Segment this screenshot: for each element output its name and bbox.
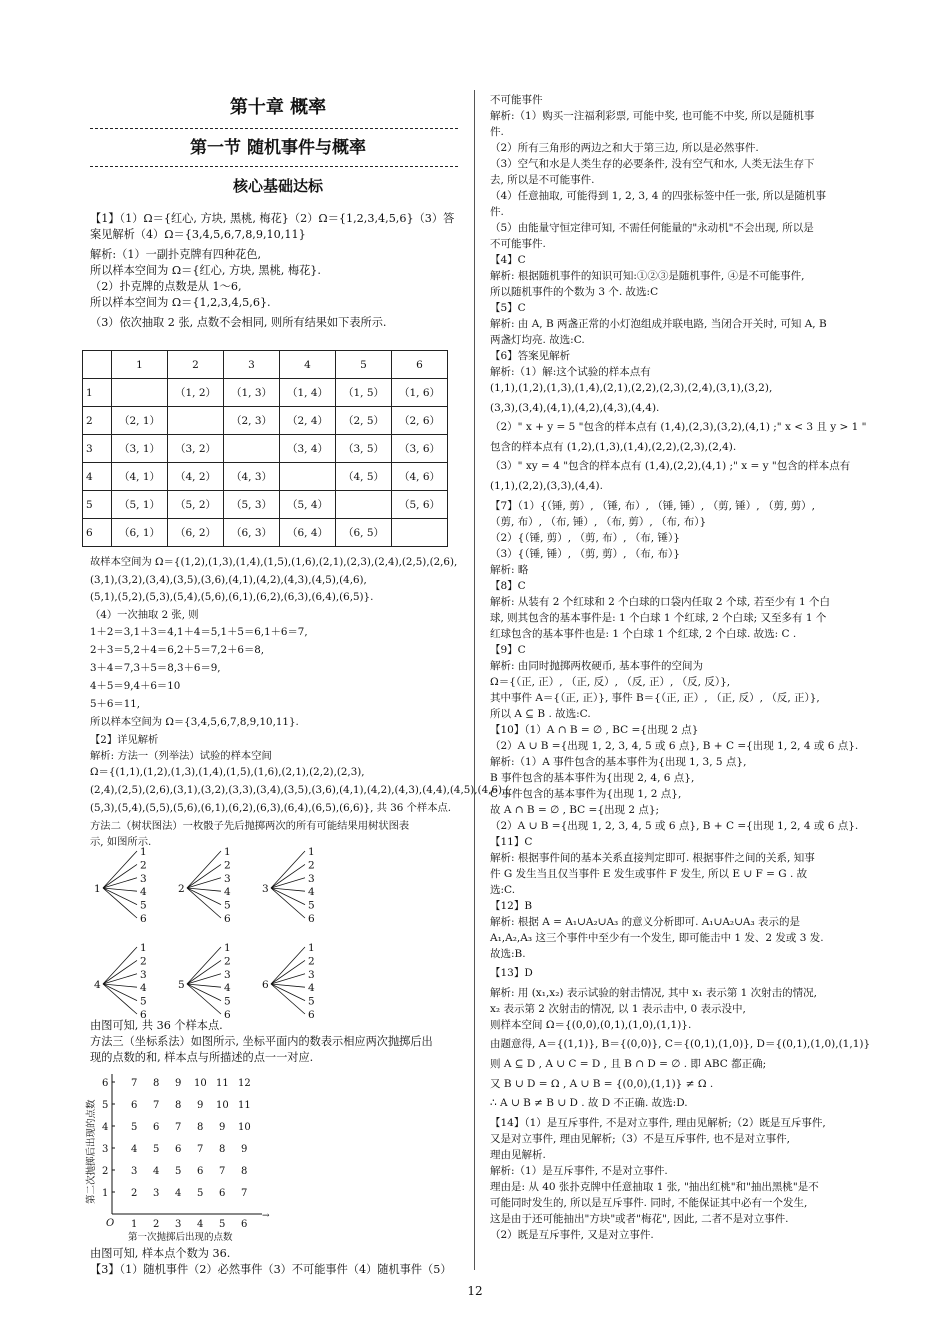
text-line: 又是对立事件, 理由见解析;（3）不是互斥事件, 也不是对立事件, (490, 1132, 790, 1145)
text-line: 【9】C (490, 643, 526, 656)
text-line: 则 A ⊆ D , A ∪ C = D , 且 B ∩ D = ∅ . 即 ABC 都正确; (490, 1057, 767, 1070)
grid-value: 8 (153, 1078, 160, 1089)
tree-leaf-label: 4 (224, 886, 231, 899)
text-line: (3,1),(3,2),(3,4),(3,5),(3,6),(4,1),(4,2),(4,3),(4,5),(4,6), (90, 574, 367, 586)
x-axis-arrow: → (262, 1211, 270, 1221)
text-line: 【3】（1）随机事件（2）必然事件（3）不可能事件（4）随机事件（5） (90, 1263, 452, 1276)
table-cell: （1, 3） (224, 379, 280, 407)
tree-branch (187, 851, 221, 888)
table-cell: 6 (83, 519, 112, 547)
grid-value: 7 (241, 1188, 248, 1199)
page-number: 12 (467, 1284, 483, 1298)
chapter-title: 第十章 概率 (229, 97, 327, 118)
text-line: 【11】C (490, 835, 533, 848)
origin-label: O (106, 1218, 115, 1229)
text-line: 解析: 用 (x₁,x₂) 表示试验的射击情况, 其中 x₁ 表示第 1 次射击的情况, (490, 986, 818, 999)
tree-svg (92, 844, 352, 1024)
grid-value: 5 (175, 1166, 182, 1177)
text-line: 所以样本空间为 Ω＝{1,2,3,4,5,6}. (90, 296, 271, 309)
text-line: （2）所有三角形的两边之和大于第三边, 所以是必然事件. (490, 142, 759, 154)
tree-branch (271, 947, 305, 984)
tree-branch (271, 888, 305, 918)
text-line: (1,1),(1,2),(1,3),(1,4),(2,1),(2,2),(2,3),(2,4),(3,1),(3,2), (490, 382, 773, 394)
tree-leaf-label: 1 (308, 942, 315, 954)
grid-value: 7 (153, 1100, 160, 1111)
text-line: 【10】（1）A ∩ B = ∅ , BC ={出现 2 点} (490, 723, 699, 736)
tree-diagram (92, 844, 352, 1024)
table-cell: 6 (392, 351, 448, 379)
tree-leaf-label: 6 (140, 1009, 147, 1021)
text-line: 5＋6＝11, (90, 698, 141, 710)
grid-value: 3 (131, 1166, 138, 1177)
text-line: （2）A ∪ B ={出现 1, 2, 3, 4, 5 或 6 点}, B + C ={出现 1, 2, 4 或 6 点}. (490, 819, 859, 832)
grid-value: 6 (175, 1144, 182, 1155)
tree-branch (187, 984, 221, 1014)
grid-value: 8 (197, 1122, 204, 1133)
text-line: 则样本空间 Ω＝{(0,0),(0,1),(1,0),(1,1)}. (490, 1018, 692, 1031)
text-line: 3＋4＝7,3＋5＝8,3＋6＝9, (90, 662, 221, 674)
table-row (83, 491, 448, 519)
text-line: 【13】D (490, 967, 533, 980)
text-line: 去, 所以是不可能事件. (490, 174, 595, 186)
grid-value: 6 (153, 1122, 160, 1133)
tree-branch (103, 888, 137, 918)
tree-leaf-label: 2 (224, 859, 231, 872)
text-line: 故选:B. (490, 947, 526, 960)
text-line: （3）{（锤, 锤）, （剪, 剪）, （布, 布）} (490, 547, 680, 560)
table-cell: 2 (168, 351, 224, 379)
tree-leaf-label: 4 (308, 982, 315, 995)
tree-leaf-label: 4 (224, 982, 231, 995)
tree-leaf-label: 5 (140, 899, 147, 912)
tree-branch (271, 851, 305, 888)
table-cell: （4, 6） (392, 463, 448, 491)
text-line: 解析:（1）一副扑克牌有四种花色, (90, 248, 262, 261)
table-cell: （3, 1） (112, 435, 168, 463)
tree-branch (103, 960, 137, 984)
text-line: （3）" xy = 4 "包含的样本点有 (1,4),(2,2),(4,1) ;" x = y "包含的样本点有 (490, 460, 851, 473)
text-line: 可能同时发生的, 所以是互斥事件. 同时, 不能保证其中必有一个发生, (490, 1196, 808, 1209)
table-cell: 4 (83, 463, 112, 491)
table-cell (168, 407, 224, 435)
grid-value: 12 (238, 1078, 251, 1089)
grid-value: 4 (175, 1188, 182, 1199)
x-axis-title: 第一次抛掷后出现的点数 (128, 1232, 233, 1243)
text-line: 【14】（1）是互斥事件, 不是对立事件, 理由见解析;（2）既是互斥事件, (490, 1116, 826, 1129)
tree-root-label: 4 (94, 979, 101, 991)
text-line: 故 A ∩ B = ∅ , BC ={出现 2 点}; (490, 803, 660, 816)
text-line: 解析: 从装有 2 个红球和 2 个白球的口袋内任取 2 个球, 若至少有 1 个白 (490, 595, 830, 608)
table-cell: （4, 3） (224, 463, 280, 491)
grid-value: 6 (219, 1188, 226, 1199)
grid-value: 7 (175, 1122, 182, 1133)
table-cell: （6, 3） (224, 519, 280, 547)
y-tick-label: 2 (102, 1166, 109, 1177)
table-cell: （5, 6） (392, 491, 448, 519)
tree-leaf-label: 1 (308, 846, 315, 858)
x-tick-label: 1 (131, 1219, 138, 1230)
text-line: Ω＝{(1,1),(1,2),(1,3),(1,4),(1,5),(1,6),(2,1),(2,2),(2,3), (90, 766, 365, 778)
tree-root-label: 6 (262, 979, 269, 991)
tree-leaf-label: 4 (140, 982, 147, 995)
table-cell: （3, 2） (168, 435, 224, 463)
table-row (83, 435, 448, 463)
text-line: 两盏灯均亮. 故选:C. (490, 334, 585, 346)
table-cell (83, 351, 112, 379)
text-line: ∴ A ∪ B ≠ B ∪ D . 故 D 不正确. 故选:D. (490, 1097, 688, 1110)
tree-branch (103, 947, 137, 984)
tree-leaf-label: 2 (308, 859, 315, 872)
text-line: 理由见解析. (490, 1148, 546, 1161)
table-cell (336, 491, 392, 519)
table-cell: 2 (83, 407, 112, 435)
tree-leaf-label: 2 (308, 955, 315, 968)
table-cell: 3 (83, 435, 112, 463)
table-cell: （5, 2） (168, 491, 224, 519)
grid-value: 3 (153, 1188, 160, 1199)
tree-branch (187, 947, 221, 984)
x-tick-label: 5 (219, 1219, 226, 1230)
grid-value: 10 (194, 1078, 207, 1089)
text-line: 由题意得, A＝{(1,1)}, B＝{(0,0)}, C＝{(0,1),(1,0)}, D＝{(0,1),(1,0),(1,1)} (490, 1038, 871, 1051)
tree-root-label: 3 (262, 883, 269, 895)
text-line: （3）依次抽取 2 张, 点数不会相同, 则所有结果如下表所示. (90, 316, 387, 329)
table-cell: （6, 4） (280, 519, 336, 547)
answer-block-4 (90, 1246, 466, 1278)
text-line: 2＋3＝5,2＋4＝6,2＋5＝7,2＋6＝8, (90, 644, 265, 656)
text-line: 包含的样本点有 (1,2),(1,3),(1,4),(2,2),(2,3),(2,4). (490, 440, 737, 453)
text-line: 这是由于还可能抽出"方块"或者"梅花", 因此, 二者不是对立事件. (490, 1212, 789, 1225)
table-cell: （3, 5） (336, 435, 392, 463)
text-line: （2）" x + y = 5 "包含的样本点有 (1,4),(2,3),(3,2),(4,1) ;" x < 3 且 y > 1 " (490, 421, 867, 434)
table-cell: （2, 3） (224, 407, 280, 435)
y-tick-label: 6 (102, 1078, 109, 1089)
y-tick-label: 5 (102, 1100, 109, 1111)
grid-value: 6 (131, 1100, 138, 1111)
table-cell: 5 (83, 491, 112, 519)
tree-leaf-label: 5 (224, 899, 231, 912)
text-line: 件. (490, 206, 504, 218)
grid-value: 6 (197, 1166, 204, 1177)
text-line: 又 B ∪ D = Ω , A ∪ B = {(0,0),(1,1)} ≠ Ω . (490, 1077, 714, 1090)
table-header-row (83, 351, 448, 379)
text-line: 解析:（1）解:这个试验的样本点有 (490, 366, 651, 378)
text-line: （4）一次抽取 2 张, 则 (90, 609, 199, 621)
table-row (83, 463, 448, 491)
tree-leaf-label: 1 (224, 846, 231, 858)
text-line: （2）扑克牌的点数是从 1～6, (90, 280, 242, 293)
text-line: Ω＝{（正, 正）, （正, 反）, （反, 正）, （反, 反）}, (490, 675, 731, 688)
text-line: （剪, 布）, （布, 锤）, （布, 剪）, （布, 布）} (490, 515, 707, 528)
table-cell: （2, 4） (280, 407, 336, 435)
grid-svg (84, 1066, 270, 1246)
tree-root-label: 2 (178, 883, 185, 895)
text-line: 选:C. (490, 883, 516, 896)
tree-leaf-label: 5 (224, 995, 231, 1008)
tree-leaf-label: 1 (140, 942, 147, 954)
text-line: 解析: 由同时抛掷两枚硬币, 基本事件的空间为 (490, 659, 704, 672)
table-cell: （2, 5） (336, 407, 392, 435)
text-line: （2）既是互斥事件, 又是对立事件. (490, 1228, 654, 1241)
text-line: 件 G 发生当且仅当事件 E 发生或事件 F 发生, 所以 E ∪ F = G . 故 (490, 867, 808, 880)
tree-leaf-label: 5 (308, 995, 315, 1008)
text-line: 【1】（1）Ω＝{红心, 方块, 黑桃, 梅花}（2）Ω＝{1,2,3,4,5,6}（3）答 (90, 212, 455, 225)
tree-leaf-label: 2 (224, 955, 231, 968)
grid-value: 9 (175, 1078, 182, 1089)
text-line: 方法三（坐标系法）如图所示, 坐标平面内的数表示相应两次抛掷后出 (90, 1035, 433, 1048)
grid-value: 8 (241, 1166, 248, 1177)
tree-leaf-label: 3 (140, 968, 147, 981)
grid-value: 4 (153, 1166, 160, 1177)
text-line: （2）A ∪ B ={出现 1, 2, 3, 4, 5 或 6 点}, B + C ={出现 1, 2, 4 或 6 点}. (490, 739, 859, 752)
text-line: 理由是: 从 40 张扑克牌中任意抽取 1 张, "抽出红桃"和"抽出黑桃"是不 (490, 1180, 819, 1193)
tree-leaf-label: 2 (140, 859, 147, 872)
tree-leaf-label: 1 (140, 846, 147, 858)
x-tick-label: 3 (175, 1219, 182, 1230)
text-line: 故样本空间为 Ω＝{(1,2),(1,3),(1,4),(1,5),(1,6),(2,1),(2,3),(2,4),(2,5),(2,6), (90, 556, 458, 568)
text-line: x₂ 表示第 2 次射击的情况, 以 1 表示击中, 0 表示没中, (490, 1002, 746, 1015)
text-line: 不可能事件 (490, 94, 543, 106)
tree-branch (271, 984, 305, 1014)
table-cell: （4, 1） (112, 463, 168, 491)
text-line: 所以样本空间为 Ω＝{红心, 方块, 黑桃, 梅花}. (90, 264, 321, 277)
text-line: 【5】C (490, 302, 526, 314)
table-cell: 4 (280, 351, 336, 379)
table-cell: （4, 5） (336, 463, 392, 491)
text-line: (3,3),(3,4),(4,1),(4,2),(4,3),(4,4). (490, 401, 660, 414)
text-line: 解析: 略 (490, 563, 529, 576)
y-tick-label: 4 (102, 1122, 109, 1133)
table-cell: （2, 1） (112, 407, 168, 435)
text-line: 现的点数的和, 样本点与所描述的点一一对应. (90, 1051, 314, 1064)
grid-value: 11 (216, 1078, 229, 1089)
text-line: 球, 则其包含的基本事件是: 1 个白球 1 个红球, 2 个白球; 又至多有 1 个 (490, 611, 827, 624)
tree-leaf-label: 6 (308, 1009, 315, 1021)
grid-value: 8 (219, 1144, 226, 1155)
column-divider (474, 90, 475, 1270)
table-cell: （1, 4） (280, 379, 336, 407)
text-line: 解析:（1）是互斥事件, 不是对立事件. (490, 1164, 668, 1177)
grid-value: 7 (131, 1078, 138, 1089)
coordinate-grid (84, 1066, 270, 1246)
text-line: 不可能事件. (490, 238, 546, 250)
text-line: 解析:（1）购买一注福利彩票, 可能中奖, 也可能不中奖, 所以是随机事 (490, 110, 815, 122)
grid-value: 5 (153, 1144, 160, 1155)
tree-leaf-label: 4 (308, 886, 315, 899)
text-line: 【4】C (490, 254, 526, 266)
tree-leaf-label: 6 (224, 1009, 231, 1021)
table-cell (112, 379, 168, 407)
text-line: (5,3),(5,4),(5,5),(5,6),(6,1),(6,2),(6,3),(6,4),(6,5),(6,6)}, 共 36 个样本点. (90, 802, 452, 814)
text-line: 【2】详见解析 (90, 734, 159, 746)
text-line: 由图可知, 样本点个数为 36. (90, 1247, 231, 1260)
text-line: (2,4),(2,5),(2,6),(3,1),(3,2),(3,3),(3,4),(3,5),(3,6),(4,1),(4,2),(4,3),(4,4),(4,5),(4,6),( (90, 784, 510, 796)
grid-value: 9 (241, 1144, 248, 1155)
y-axis-title: 第二次抛掷后出现的点数 (86, 1099, 97, 1204)
grid-value: 7 (219, 1166, 226, 1177)
grid-value: 10 (238, 1122, 251, 1133)
tree-leaf-label: 3 (224, 872, 231, 885)
text-line: (1,1),(2,2),(3,3),(4,4). (490, 479, 603, 492)
grid-value: 9 (197, 1100, 204, 1111)
y-tick-label: 3 (102, 1144, 109, 1155)
text-line: 红球包含的基本事件也是: 1 个白球 1 个红球, 2 个白球. 故选: C . (490, 627, 797, 640)
text-line: 1＋2＝3,1＋3＝4,1＋4＝5,1＋5＝6,1＋6＝7, (90, 626, 308, 638)
tree-branch (271, 864, 305, 888)
subsection-title: 核心基础达标 (232, 177, 323, 195)
tree-leaf-label: 4 (140, 886, 147, 899)
table-cell: （6, 2） (168, 519, 224, 547)
text-line: 【7】（1）{（锤, 剪）, （锤, 布）, （锤, 锤）, （剪, 锤）, （剪, 剪）, (490, 499, 815, 512)
text-line: A₁,A₂,A₃ 这三个事件中至少有一个发生, 即可能击中 1 发、2 发或 3 发. (490, 931, 824, 944)
tree-branch (103, 984, 137, 1014)
text-line: 【12】B (490, 899, 533, 912)
tree-leaf-label: 3 (308, 872, 315, 885)
table-cell (224, 435, 280, 463)
grid-value: 4 (131, 1144, 138, 1155)
section-title: 第一节 随机事件与概率 (190, 138, 366, 158)
table-cell: 1 (112, 351, 168, 379)
tree-branch (103, 851, 137, 888)
divider (90, 128, 458, 129)
table-cell: 1 (83, 379, 112, 407)
tree-leaf-label: 2 (140, 955, 147, 968)
x-tick-label: 2 (153, 1219, 160, 1230)
tree-leaf-label: 6 (308, 913, 315, 925)
table-cell: 3 (224, 351, 280, 379)
tree-leaf-label: 6 (224, 913, 231, 925)
text-line: 方法二（树状图法）一枚骰子先后抛掷两次的所有可能结果用树状图表 (90, 820, 410, 832)
y-tick-label: 1 (102, 1188, 109, 1199)
text-line: 示, 如图所示. (90, 836, 152, 848)
table-row (83, 407, 448, 435)
answer-block-1 (90, 211, 466, 331)
text-line: （5）由能量守恒定律可知, 不需任何能量的"永动机"不会出现, 所以是 (490, 222, 814, 234)
table-cell: （1, 6） (392, 379, 448, 407)
table-cell: （5, 4） (280, 491, 336, 519)
divider (90, 166, 458, 167)
table-cell: （2, 6） (392, 407, 448, 435)
tree-branch (187, 960, 221, 984)
table-cell: （3, 6） (392, 435, 448, 463)
text-line: B 事件包含的基本事件为{出现 2, 4, 6 点}, (490, 771, 695, 784)
text-line: (5,1),(5,2),(5,3),(5,4),(5,6),(6,1),(6,2),(6,3),(6,4),(6,5)}. (90, 591, 374, 603)
outcome-table (82, 350, 448, 547)
text-line: 由图可知, 共 36 个样本点. (90, 1019, 223, 1032)
tree-branch (271, 960, 305, 984)
table-cell: （5, 3） (224, 491, 280, 519)
x-tick-label: 4 (197, 1219, 204, 1230)
table-cell: （3, 4） (280, 435, 336, 463)
tree-branch (103, 864, 137, 888)
text-line: 所以 A ⊆ B . 故选:C. (490, 707, 591, 720)
text-line: （4）任意抽取, 可能得到 1, 2, 3, 4 的四张标签中任一张, 所以是随机事 (490, 190, 826, 202)
tree-root-label: 5 (178, 979, 185, 991)
text-line: （3）空气和水是人类生存的必要条件, 没有空气和水, 人类无法生存下 (490, 158, 815, 170)
grid-value: 10 (216, 1100, 229, 1111)
grid-value: 5 (131, 1122, 138, 1133)
tree-root-label: 1 (94, 883, 101, 895)
text-line: 解析: 方法一（列举法）试验的样本空间 (90, 750, 272, 762)
grid-value: 11 (238, 1100, 251, 1111)
x-tick-label: 6 (241, 1219, 248, 1230)
text-line: 【6】答案见解析 (490, 350, 571, 362)
tree-leaf-label: 1 (224, 942, 231, 954)
table-row (83, 379, 448, 407)
text-line: 解析: 根据事件间的基本关系直接判定即可. 根据事件之间的关系, 知事 (490, 851, 815, 864)
text-line: 【8】C (490, 579, 526, 592)
text-line: （2）{（锤, 剪）, （剪, 布）, （布, 锤）} (490, 531, 680, 544)
tree-leaf-label: 3 (308, 968, 315, 981)
tree-leaf-label: 3 (224, 968, 231, 981)
table-cell: （1, 5） (336, 379, 392, 407)
text-line: 案见解析（4）Ω＝{3,4,5,6,7,8,9,10,11} (90, 228, 306, 241)
table-cell: （6, 1） (112, 519, 168, 547)
tree-branch (187, 888, 221, 918)
grid-value: 2 (131, 1188, 138, 1199)
table-cell (392, 519, 448, 547)
tree-leaf-label: 6 (140, 913, 147, 925)
table-cell: （6, 5） (336, 519, 392, 547)
right-text-block (490, 92, 871, 1243)
text-line: 解析: 根据随机事件的知识可知:①②③是随机事件, ④是不可能事件, (490, 270, 805, 282)
tree-branch (187, 864, 221, 888)
text-line: 所以样本空间为 Ω＝{3,4,5,6,7,8,9,10,11}. (90, 716, 299, 728)
answer-block-3 (90, 1018, 466, 1066)
text-line: 解析: 由 A, B 两盏正常的小灯泡组成并联电路, 当闭合开关时, 可知 A, B (490, 318, 827, 330)
table-cell: 5 (336, 351, 392, 379)
tree-leaf-label: 3 (140, 872, 147, 885)
grid-value: 7 (197, 1144, 204, 1155)
text-line: 其中事件 A＝{（正, 正）}, 事件 B＝{（正, 正）, （正, 反）, （反, 正）}, (490, 691, 820, 704)
tree-leaf-label: 5 (308, 899, 315, 912)
table-cell: （4, 2） (168, 463, 224, 491)
table-row (83, 519, 448, 547)
text-line: C 事件包含的基本事件为{出现 1, 2 点}, (490, 787, 682, 800)
text-line: 解析:（1）A 事件包含的基本事件为{出现 1, 3, 5 点}, (490, 755, 747, 768)
grid-value: 8 (175, 1100, 182, 1111)
grid-value: 9 (219, 1122, 226, 1133)
table-cell: （5, 1） (112, 491, 168, 519)
tree-leaf-label: 5 (140, 995, 147, 1008)
text-line: 件. (490, 126, 504, 138)
text-line: 所以随机事件的个数为 3 个. 故选:C (490, 286, 659, 298)
text-line: 4＋5＝9,4＋6＝10 (90, 680, 181, 692)
grid-value: 5 (197, 1188, 204, 1199)
text-line: 解析: 根据 A = A₁∪A₂∪A₃ 的意义分析即可. A₁∪A₂∪A₃ 表示的是 (490, 915, 801, 928)
table-cell (280, 463, 336, 491)
table-cell: （1, 2） (168, 379, 224, 407)
